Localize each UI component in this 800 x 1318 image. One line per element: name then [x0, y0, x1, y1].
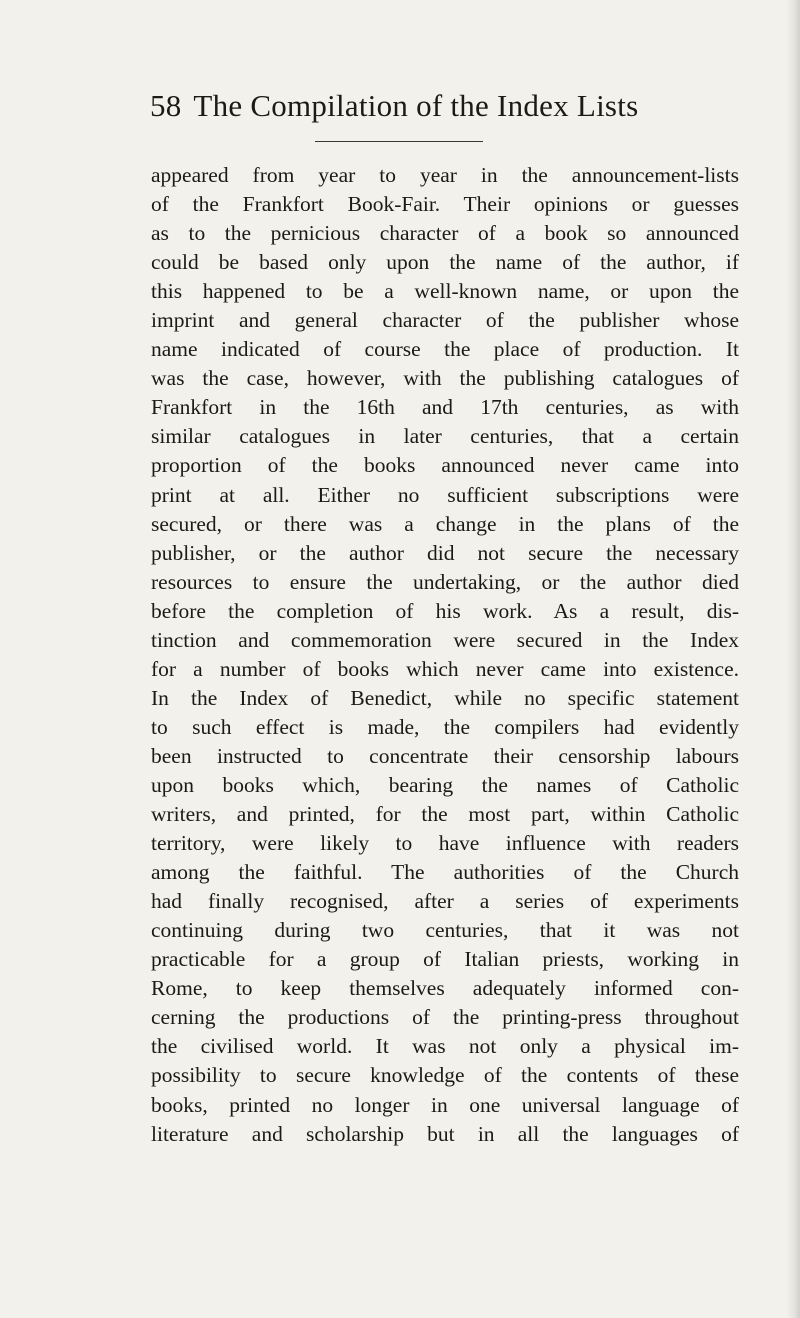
text-line: this happened to be a well-known name, or upon the	[151, 279, 739, 304]
text-line: literature and scholarship but in all the languages of	[151, 1121, 739, 1146]
text-line: of the Frankfort Book-Fair. Their opinions or guesses	[151, 192, 739, 217]
text-line: been instructed to concentrate their censorship labours	[151, 743, 739, 768]
text-line: appeared from year to year in the announcement-lists	[151, 163, 739, 187]
text-line: writers, and printed, for the most part, within Catholic	[151, 802, 739, 827]
text-line: could be based only upon the name of the author, if	[151, 250, 739, 275]
text-line: name indicated of course the place of production. It	[151, 337, 739, 362]
text-line: imprint and general character of the publisher whose	[151, 308, 739, 333]
running-title: The Compilation of the Index Lists	[193, 88, 639, 123]
header-rule	[315, 141, 483, 142]
text-line: the civilised world. It was not only a physical im-	[151, 1034, 739, 1059]
page-edge-shadow	[786, 0, 800, 1318]
text-line: practicable for a group of Italian priests, working in	[151, 947, 739, 972]
text-line: among the faithful. The authorities of the Church	[151, 860, 739, 885]
text-line: was the case, however, with the publishing catalogues of	[151, 366, 739, 391]
text-line: before the completion of his work. As a result, dis-	[151, 598, 739, 623]
text-line: books, printed no longer in one universal language of	[151, 1092, 739, 1117]
text-line: similar catalogues in later centuries, that a certain	[151, 424, 739, 449]
text-line: Frankfort in the 16th and 17th centuries, as with	[151, 395, 739, 420]
text-line: for a number of books which never came into existence.	[151, 656, 739, 681]
text-line: cerning the productions of the printing-press throughout	[151, 1005, 739, 1030]
text-line: tinction and commemoration were secured in the Index	[151, 627, 739, 652]
body-text	[151, 161, 739, 1149]
text-line: proportion of the books announced never came into	[151, 453, 739, 478]
text-line: upon books which, bearing the names of Catholic	[151, 772, 739, 797]
running-head	[150, 88, 710, 136]
text-line: as to the pernicious character of a book so announced	[151, 221, 739, 246]
text-line: publisher, or the author did not secure the necessary	[151, 540, 739, 565]
text-line: In the Index of Benedict, while no specific statement	[151, 685, 739, 710]
text-line: had finally recognised, after a series of experiments	[151, 889, 739, 914]
text-line: territory, were likely to have influence with readers	[151, 831, 739, 856]
text-line: resources to ensure the undertaking, or the author died	[151, 569, 739, 594]
text-line: secured, or there was a change in the plans of the	[151, 511, 739, 536]
page-number: 58	[150, 88, 182, 123]
text-line: Rome, to keep themselves adequately informed con-	[151, 976, 739, 1001]
text-line: continuing during two centuries, that it was not	[151, 918, 739, 943]
text-line: possibility to secure knowledge of the contents of these	[151, 1063, 739, 1088]
text-line: print at all. Either no sufficient subscriptions were	[151, 482, 739, 507]
text-line: to such effect is made, the compilers had evidently	[151, 714, 739, 739]
